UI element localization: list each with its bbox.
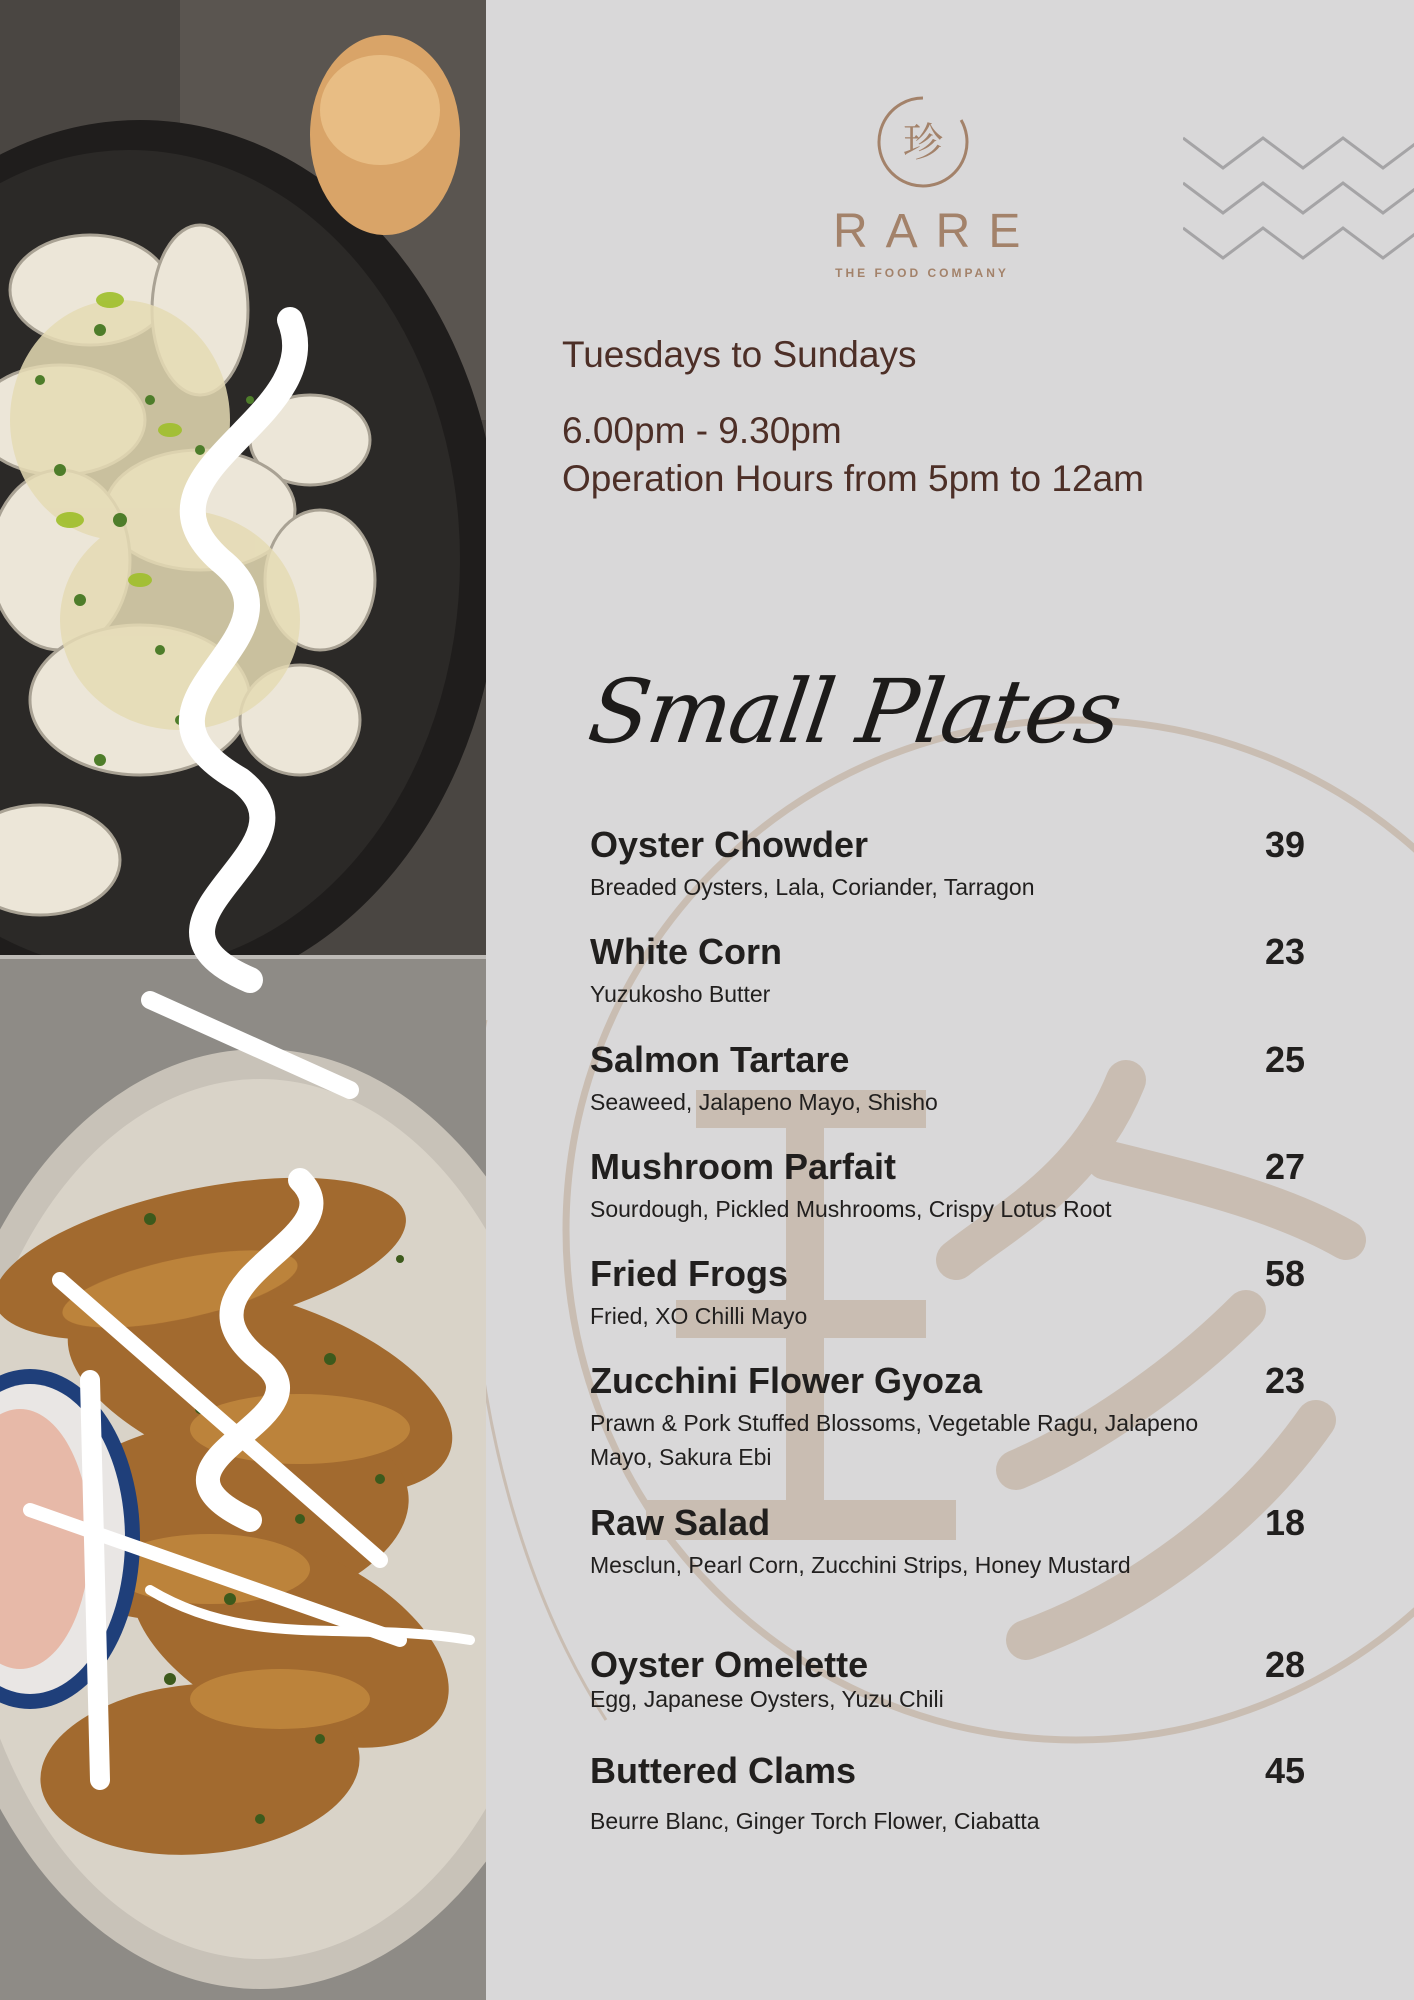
menu-item (590, 1642, 1305, 1716)
item-name: Salmon Tartare (590, 1039, 850, 1080)
item-price: 23 (1264, 931, 1305, 972)
clams-photo (0, 0, 486, 957)
menu-item (590, 929, 1305, 1011)
service-time: 6.00pm - 9.30pm (562, 410, 842, 451)
brand-tagline: THE FOOD COMPANY (835, 266, 1009, 280)
menu-item (590, 1251, 1305, 1333)
rare-logo (815, 92, 1039, 292)
item-price: 39 (1264, 824, 1305, 865)
item-description: Sourdough, Pickled Mushrooms, Crispy Lotus Root (590, 1196, 1112, 1222)
menu-item (590, 1748, 1305, 1838)
item-name: Oyster Omelette (590, 1644, 869, 1685)
item-description: Prawn & Pork Stuffed Blossoms, Vegetable Ragu, Jalapeno Mayo, Sakura Ebi (590, 1410, 1199, 1470)
item-description: Mesclun, Pearl Corn, Zucchini Strips, Honey Mustard (590, 1552, 1131, 1578)
item-description: Breaded Oysters, Lala, Coriander, Tarragon (590, 874, 1035, 900)
item-name: Buttered Clams (590, 1750, 857, 1791)
menu-item (590, 822, 1305, 904)
item-price: 27 (1264, 1146, 1305, 1187)
opening-days: Tuesdays to Sundays (562, 334, 917, 375)
item-price: 18 (1264, 1502, 1305, 1543)
svg-text:珍: 珍 (903, 120, 943, 166)
fried-frogs-photo (0, 959, 486, 2000)
item-name: Fried Frogs (590, 1253, 789, 1294)
item-price: 45 (1264, 1750, 1305, 1791)
item-description: Egg, Japanese Oysters, Yuzu Chili (590, 1686, 944, 1712)
operation-hours: Operation Hours from 5pm to 12am (562, 458, 1144, 499)
zigzag-decoration (1183, 128, 1414, 274)
logo-emblem-icon (873, 92, 973, 192)
menu-item (590, 1144, 1305, 1226)
item-price: 28 (1264, 1644, 1305, 1685)
item-price: 23 (1264, 1360, 1305, 1401)
menu-item (590, 1358, 1305, 1474)
item-name: Mushroom Parfait (590, 1146, 897, 1187)
item-name: Oyster Chowder (590, 824, 869, 865)
food-photo-column (0, 0, 486, 2000)
item-name: White Corn (590, 931, 782, 972)
menu-item (590, 1500, 1305, 1582)
item-name: Raw Salad (590, 1502, 771, 1543)
section-title: Small Plates (582, 660, 1127, 763)
menu-item (590, 1037, 1305, 1119)
item-price: 25 (1264, 1039, 1305, 1080)
item-description: Beurre Blanc, Ginger Torch Flower, Ciabatta (590, 1808, 1040, 1834)
item-name: Zucchini Flower Gyoza (590, 1360, 983, 1401)
brand-name: RARE (833, 205, 1039, 258)
item-description: Yuzukosho Butter (590, 981, 771, 1007)
opening-hours (562, 334, 1144, 500)
item-description: Fried, XO Chilli Mayo (590, 1303, 808, 1329)
item-price: 58 (1264, 1253, 1305, 1294)
item-description: Seaweed, Jalapeno Mayo, Shisho (590, 1089, 938, 1115)
